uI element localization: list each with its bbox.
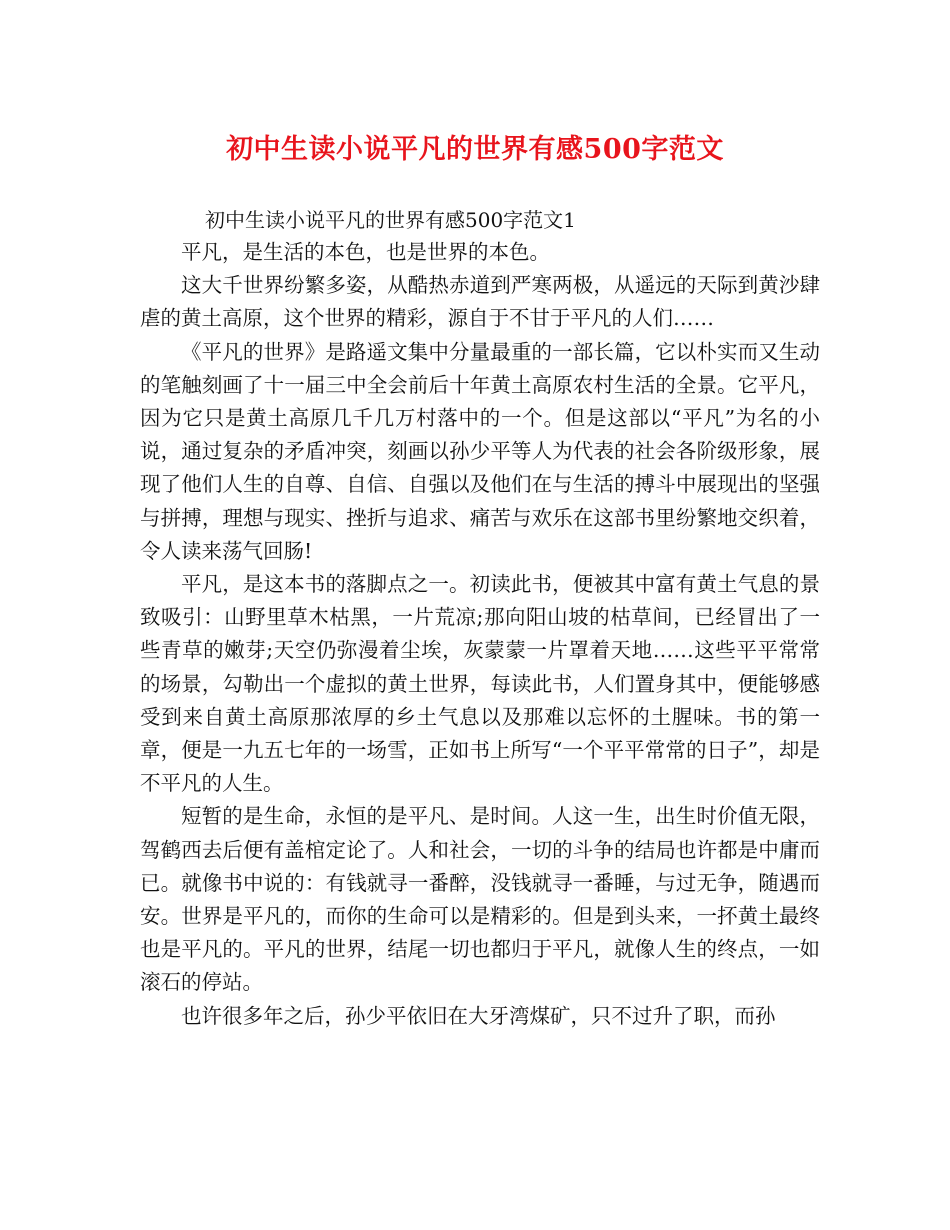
- document-body: [140, 236, 820, 1033]
- document-title: 初中生读小说平凡的世界有感500字范文: [226, 134, 724, 165]
- paragraph: 《平凡的世界》是路遥文集中分量最重的一部长篇，它以朴实而又生动的笔触刻画了十一届三中全会前后十年黄土高原农村生活的全景。它平凡，因为它只是黄土高原几千几万村落中的一个。但是这部以“平凡”为名的小说，通过复杂的矛盾冲突，刻画以孙少平等人为代表的社会各阶级形象，展现了他们人生的自尊、自信、自强以及他们在与生活的搏斗中展现出的坚强与拼搏，理想与现实、挫折与追求、痛苦与欢乐在这部书里纷繁地交织着，令人读来荡气回肠!: [140, 339, 820, 563]
- paragraph: 平凡，是生活的本色，也是世界的本色。: [181, 240, 550, 264]
- paragraph: 也许很多年之后，孙少平依旧在大牙湾煤矿，只不过升了职，而孙: [181, 1003, 776, 1028]
- paragraph: 短暂的是生命，永恒的是平凡、是时间。人这一生，出生时价值无限，驾鹤西去后便有盖棺定论了。人和社会，一切的斗争的结局也许都是中庸而已。就像书中说的：有钱就寻一番醉，没钱就寻一番睡，与过无争，随遇而安。世界是平凡的，而你的生命可以是精彩的。但是到头来，一抔黄土最终也是平凡的。平凡的世界，结尾一切也都归于平凡，就像人生的终点，一如滚石的停站。: [140, 804, 820, 995]
- document-subtitle: 初中生读小说平凡的世界有感500字范文1: [205, 208, 576, 232]
- paragraph: 平凡，是这本书的落脚点之一。初读此书，便被其中富有黄土气息的景致吸引：山野里草木枯黑，一片荒凉;那向阳山坡的枯草间，已经冒出了一些青草的嫩芽;天空仍弥漫着尘埃，灰蒙蒙一片罩着天地……这些平平常常的场景，勾勒出一个虚拟的黄土世界，每读此书，人们置身其中，便能够感受到来自黄土高原那浓厚的乡土气息以及那难以忘怀的土腥味。书的第一章，便是一九五七年的一场雪，正如书上所写“一个平平常常的日子”，却是不平凡的人生。: [140, 572, 820, 796]
- paragraph: 这大千世界纷繁多姿，从酷热赤道到严寒两极，从遥远的天际到黄沙肆虐的黄土高原，这个世界的精彩，源自于不甘于平凡的人们……: [140, 273, 820, 331]
